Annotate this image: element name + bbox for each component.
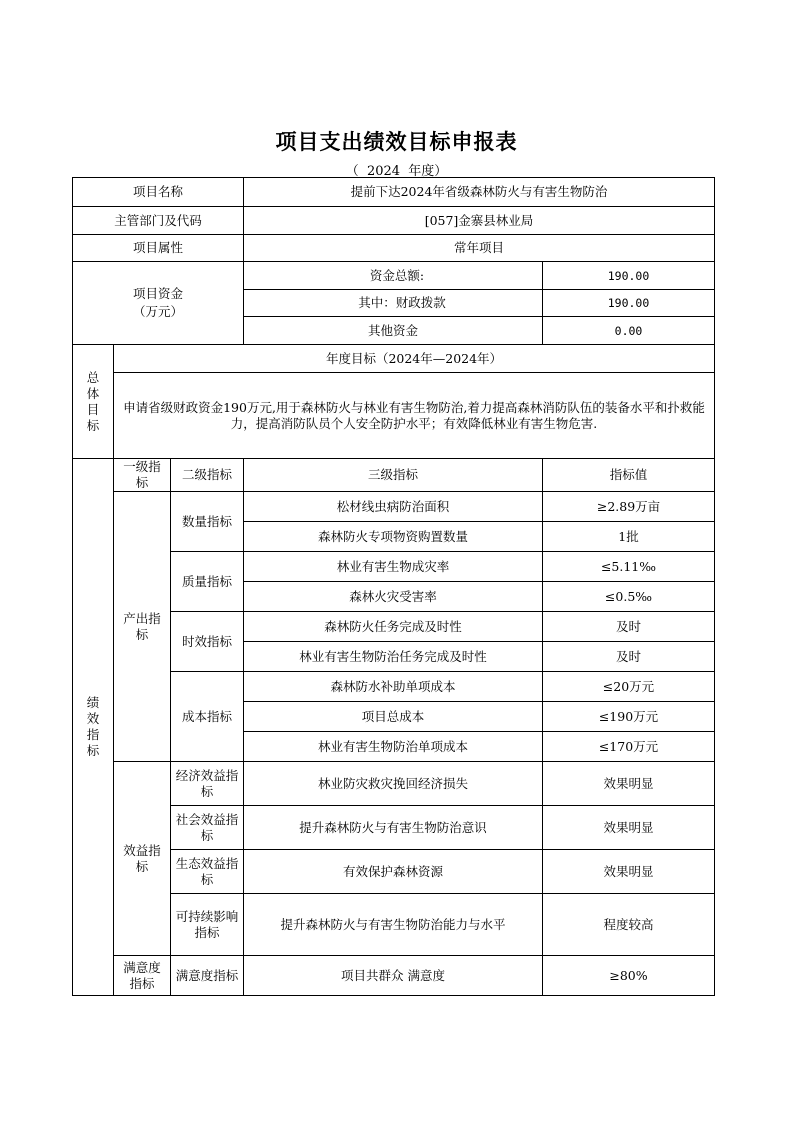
attr-value: 常年项目 [244,235,715,262]
row-goal-text [73,373,715,459]
dept-label: 主管部门及代码 [73,207,244,235]
funds-fiscal-value: 190.00 [543,290,715,317]
indicator-value: 及时 [543,612,715,642]
funds-total-value: 190.00 [543,262,715,290]
goal-label: 总体目标 [73,345,114,459]
timely-indicator: 时效指标 [171,612,244,672]
year-line: （ 2024 年度） [345,164,448,179]
indicator-value: ≤5.11‰ [543,552,715,582]
table-row [73,956,715,996]
funds-label: 项目资金 （万元） [73,262,244,345]
output-indicator: 产出指标 [114,492,171,762]
row-dept [73,207,715,235]
benefit-indicator: 效益指标 [114,762,171,956]
indicator-value: ≤20万元 [543,672,715,702]
indicator-name: 提升森林防火与有害生物防治意识 [244,806,543,850]
indicators-label: 绩效指标 [73,459,114,996]
table-row [73,492,715,522]
col-level3: 三级指标 [244,459,543,492]
cost-indicator: 成本指标 [171,672,244,762]
table-row [73,762,715,806]
funds-other-label: 其他资金 [244,317,543,345]
row-funds-total [73,262,715,290]
eco-indicator: 生态效益指标 [171,850,244,894]
funds-fiscal-label: 其中：财政拨款 [244,290,543,317]
sustain-indicator: 可持续影响指标 [171,894,244,956]
row-attr [73,235,715,262]
goal-text: 申请省级财政资金190万元,用于森林防火与林业有害生物防治,着力提高森林消防队伍的装备水平和扑救能力，提高消防队员个人安全防护水平；有效降低林业有害生物危害. [114,373,715,459]
indicator-value: 效果明显 [543,806,715,850]
col-level1: 一级指标 [114,459,171,492]
econ-indicator: 经济效益指标 [171,762,244,806]
attr-label: 项目属性 [73,235,244,262]
indicator-name: 林业防灾救灾挽回经济损失 [244,762,543,806]
project-name-value: 提前下达2024年省级森林防火与有害生物防治 [244,178,715,207]
indicator-name: 有效保护森林资源 [244,850,543,894]
goal-period: 年度目标（2024年—2024年） [114,345,715,373]
indicator-name: 森林防水补助单项成本 [244,672,543,702]
indicator-value: 效果明显 [543,762,715,806]
indicator-value: 效果明显 [543,850,715,894]
indicator-value: ≥80% [543,956,715,996]
project-name-label: 项目名称 [73,178,244,207]
indicator-name: 森林防火专项物资购置数量 [244,522,543,552]
funds-other-value: 0.00 [543,317,715,345]
indicator-value: ≤190万元 [543,702,715,732]
indicator-value: ≤170万元 [543,732,715,762]
quantity-indicator: 数量指标 [171,492,244,552]
indicator-name: 林业有害生物成灾率 [244,552,543,582]
indicator-name: 林业有害生物防治任务完成及时性 [244,642,543,672]
satisfaction-indicator: 满意度指标 [114,956,171,996]
col-level2: 二级指标 [171,459,244,492]
indicator-value: ≤0.5‰ [543,582,715,612]
indicator-name: 森林火灾受害率 [244,582,543,612]
social-indicator: 社会效益指标 [171,806,244,850]
indicator-value: 及时 [543,642,715,672]
funds-total-label: 资金总额: [244,262,543,290]
indicator-value: ≥2.89万亩 [543,492,715,522]
indicator-name: 提升森林防火与有害生物防治能力与水平 [244,894,543,956]
performance-table [72,177,715,996]
row-indicator-header [73,459,715,492]
row-goal-period [73,345,715,373]
indicator-name: 林业有害生物防治单项成本 [244,732,543,762]
dept-value: [057]金寨县林业局 [244,207,715,235]
indicator-name: 项目共群众 满意度 [244,956,543,996]
row-project-name [73,178,715,207]
indicator-name: 森林防火任务完成及时性 [244,612,543,642]
indicator-value: 程度较高 [543,894,715,956]
indicator-value: 1批 [543,522,715,552]
page-title: 项目支出绩效目标申报表 [275,130,518,154]
satisfaction-sub-indicator: 满意度指标 [171,956,244,996]
quality-indicator: 质量指标 [171,552,244,612]
indicator-name: 项目总成本 [244,702,543,732]
col-value: 指标值 [543,459,715,492]
indicator-name: 松材线虫病防治面积 [244,492,543,522]
